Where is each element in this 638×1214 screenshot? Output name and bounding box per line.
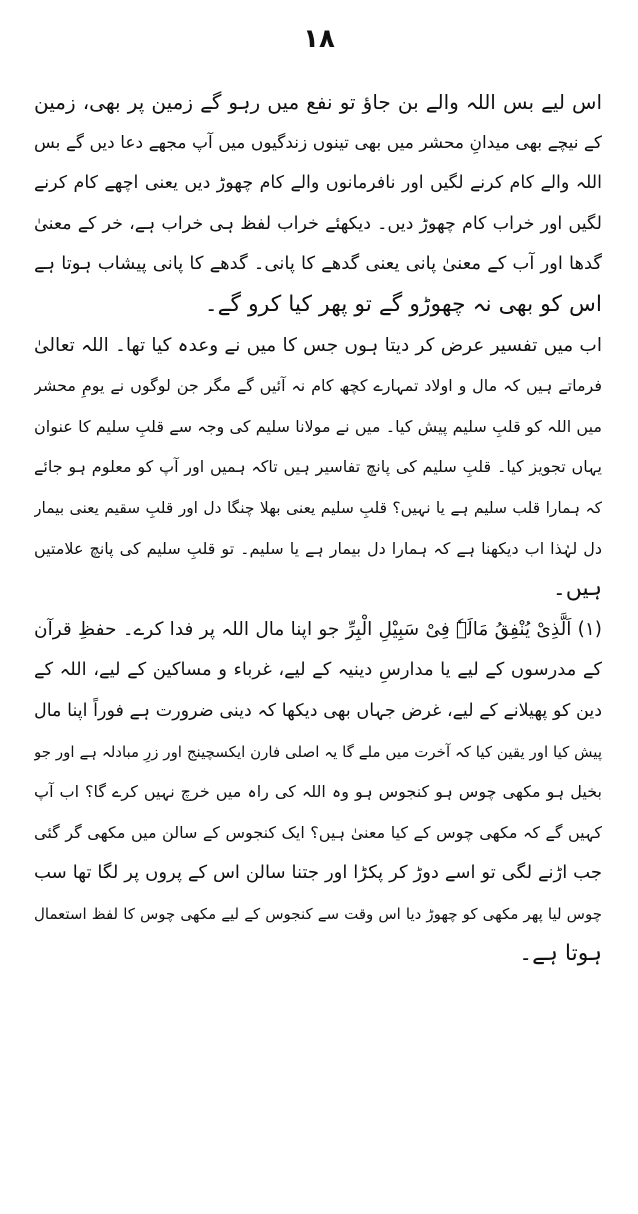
text-line: بخیل ہو مکھی چوس ہو کنجوس ہو وہ اللہ کی راہ میں خرچ نہیں کرے گا؟ اب آپ bbox=[34, 782, 602, 802]
text-line: ہیں۔ bbox=[552, 576, 602, 602]
page-number: ۱۸ bbox=[303, 24, 335, 54]
text-line: گدھا اور آب کے معنیٰ پانی یعنی گدھے کا پانی۔ گدھے کا پانی پیشاب ہوتا ہے bbox=[34, 253, 602, 275]
text-line: اس لیے بس اللہ والے بن جاؤ تو نفع میں رہو گے زمین پر بھی، زمین bbox=[34, 90, 602, 114]
text-line: یہاں تجویز کیا۔ قلبِ سلیم کی پانچ تفاسیر ہیں تاکہ ہمیں اور آپ کو معلوم ہو جائے bbox=[34, 457, 602, 477]
text-line: پیش کیا اور یقین کیا کہ آخرت میں ملے گا یہ اصلی فارن ایکسچینج اور زرِ مبادلہ ہے اور جو bbox=[34, 742, 602, 761]
text-line: لگیں اور خراب کام چھوڑ دیں۔ دیکھئے خراب لفظ ہی خراب ہے، خر کے معنیٰ bbox=[34, 213, 602, 234]
text-line: میں اللہ کو قلبِ سلیم پیش کیا۔ میں نے مولانا سلیم کی وجہ سے قلبِ سلیم کا عنوان bbox=[34, 416, 602, 436]
paragraph bbox=[34, 82, 602, 326]
text-line: کہ ہمارا قلب سلیم ہے یا نہیں؟ قلبِ سلیم یعنی بھلا چنگا دل اور قلبِ سقیم یعنی بیمار bbox=[34, 498, 602, 517]
text-line: کے مدرسوں کے لیے یا مدارسِ دینیہ کے لیے، غرباء و مساکین کے لیے، اللہ کے bbox=[34, 659, 602, 681]
text-line: دل لہٰذا اب دیکھنا ہے کہ ہمارا دل بیمار ہے یا سلیم۔ تو قلبِ سلیم کی پانچ علامتیں bbox=[34, 538, 602, 558]
text-line: فرماتے ہیں کہ مال و اولاد تمہارے کچھ کام نہ آئیں گے مگر جن لوگوں نے یومِ محشر bbox=[34, 376, 602, 396]
text-line: (۱) اَلَّذِیْ یُنْفِقُ مَالَہٗ فِیْ سَبِیْلِ الْبِرِّ جو اپنا مال اللہ پر فدا کرے۔ حفظِ قرآن bbox=[34, 618, 602, 640]
text-line: اب میں تفسیر عرض کر دیتا ہوں جس کا میں نے وعدہ کیا تھا۔ اللہ تعالیٰ bbox=[34, 334, 602, 356]
text-line: کہیں گے کہ مکھی چوس کے کیا معنیٰ ہیں؟ ایک کنجوس کے سالن میں مکھی گر گئی bbox=[34, 822, 602, 842]
text-line: اس کو بھی نہ چھوڑو گے تو پھر کیا کرو گے۔ bbox=[204, 291, 602, 317]
text-line: ہوتا ہے۔ bbox=[519, 941, 602, 967]
paragraph bbox=[34, 610, 602, 975]
text-line: چوس لیا پھر مکھی کو چھوڑ دیا اس وقت سے کنجوس کے لیے مکھی چوس کا لفظ استعمال bbox=[34, 904, 602, 923]
text-line: کے نیچے بھی میدانِ محشر میں بھی تینوں زندگیوں میں آپ مجھے دعا دیں گے بس bbox=[34, 132, 602, 153]
text-line: اللہ والے کام کرنے لگیں اور نافرمانوں والے کام چھوڑ دیں یعنی اچھے کام کرنے bbox=[34, 173, 602, 194]
paragraph bbox=[34, 326, 602, 610]
text-line: جب اڑنے لگی تو اسے دوڑ کر پکڑا اور جتنا سالن اس کے پروں پر لگا تھا سب bbox=[34, 862, 602, 884]
text-line: دین کو پھیلانے کے لیے، غرض جہاں بھی دیکھا کہ دینی ضرورت ہے فوراً اپنا مال bbox=[34, 700, 602, 721]
page-text bbox=[34, 82, 602, 975]
